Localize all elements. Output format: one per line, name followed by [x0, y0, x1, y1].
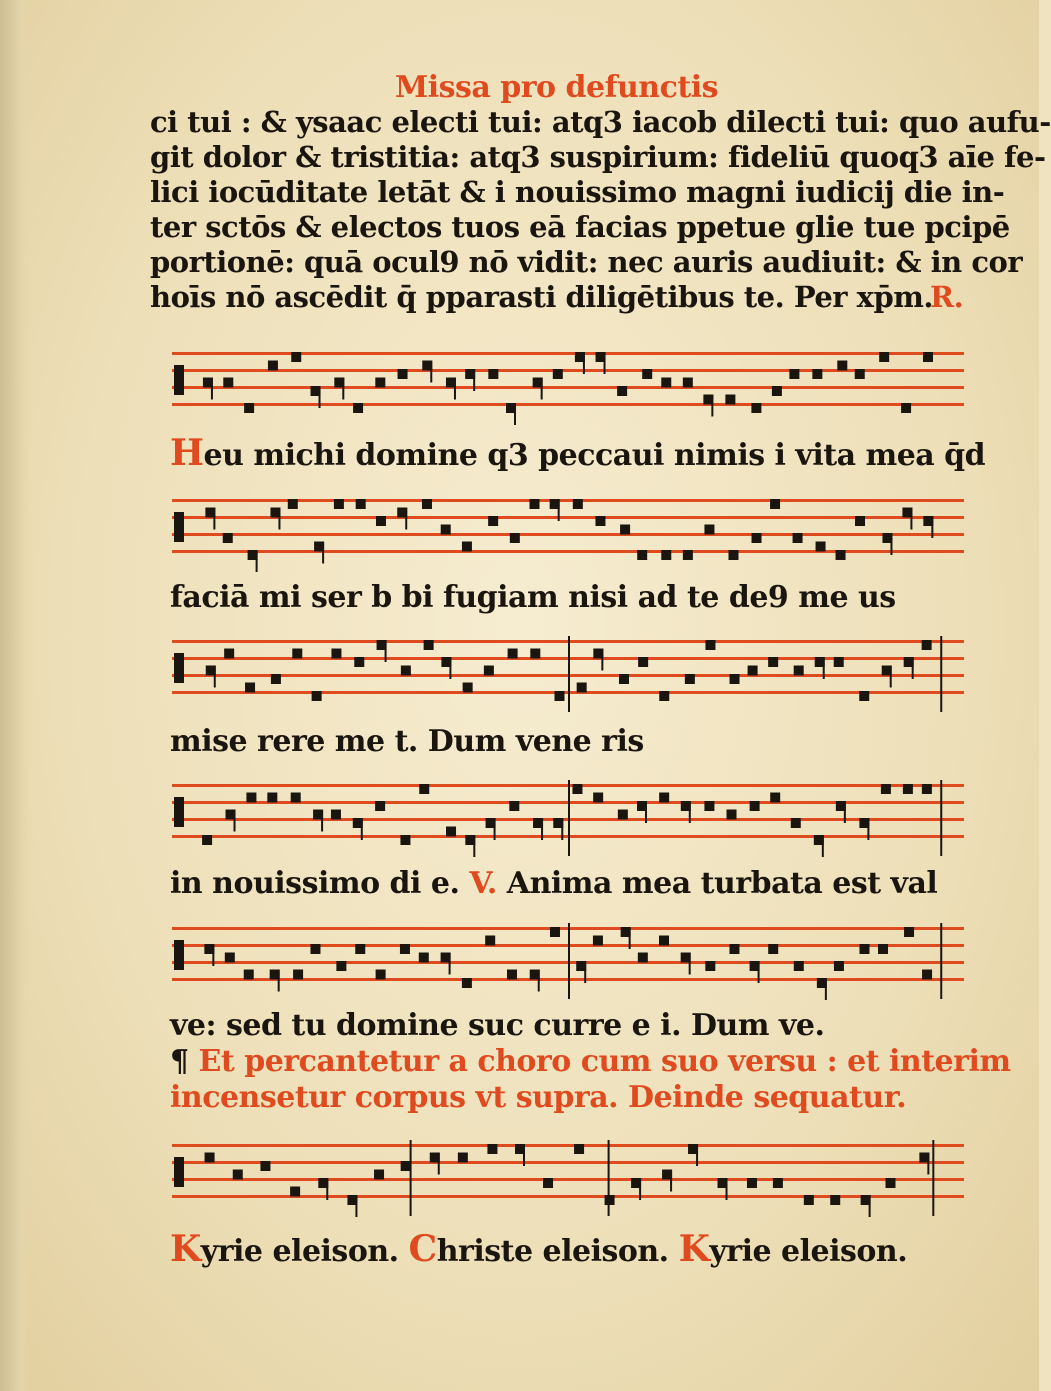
neume-stem: [234, 810, 236, 832]
neume-note: [530, 499, 540, 509]
neume-note: [727, 810, 737, 820]
staff-line: [172, 516, 964, 519]
lyric-line: [170, 432, 986, 474]
neume-note: [878, 944, 888, 954]
neume-stem: [689, 953, 691, 975]
bar-line: [568, 636, 570, 712]
neume-note: [816, 542, 826, 552]
neume-note: [618, 810, 628, 820]
neume-note: [376, 516, 386, 526]
clef-mark: [174, 365, 184, 395]
neume-stem: [601, 649, 603, 671]
neume-note: [419, 784, 429, 794]
neume-note: [508, 649, 518, 659]
neume-note: [705, 961, 715, 971]
prayer-line: ter sctōs & electos tuos eā facias ppetue glie tue pcipē: [150, 210, 1010, 244]
neume-note: [728, 550, 738, 560]
neume-note: [804, 1195, 814, 1205]
neume-note: [509, 801, 519, 811]
neume-note: [530, 649, 540, 659]
neume-note: [593, 793, 603, 803]
kyrie-text: yrie eleison.: [709, 1234, 908, 1269]
neume-stem: [538, 970, 540, 992]
neume-note: [638, 953, 648, 963]
kyrie-text: hriste eleison.: [436, 1234, 669, 1269]
neume-note: [922, 970, 932, 980]
neume-note: [400, 944, 410, 954]
neume-note: [859, 944, 869, 954]
prayer-line: hoīs nō ascēdit q̄ pparasti diligētibus te. Per xp̄m.: [150, 280, 934, 314]
bar-line: [568, 923, 570, 999]
neume-note: [923, 352, 933, 362]
neume-stem: [449, 953, 451, 975]
verse-text: Anima mea turbata est val: [506, 866, 938, 901]
neume-note: [685, 674, 695, 684]
initial-letter: K: [170, 1228, 201, 1270]
neume-stem: [584, 961, 586, 983]
neume-note: [355, 944, 365, 954]
staff-line: [172, 533, 964, 536]
neume-note: [772, 386, 782, 396]
neume-note: [353, 403, 363, 413]
neume-note: [543, 1178, 553, 1188]
neume-note: [290, 1187, 300, 1197]
neume-note: [225, 953, 235, 963]
response-mark: R.: [930, 280, 964, 314]
initial-letter: H: [170, 432, 204, 474]
music-staff: [172, 495, 964, 575]
neume-note: [704, 801, 714, 811]
lyric-line: [170, 724, 970, 759]
music-staff: [172, 923, 964, 1003]
running-title: Missa pro defunctis: [395, 70, 719, 105]
neume-stem: [890, 533, 892, 555]
neume-note: [791, 818, 801, 828]
neume-stem: [639, 1178, 641, 1200]
neume-note: [291, 793, 301, 803]
neume-note: [245, 683, 255, 693]
neume-note: [288, 499, 298, 509]
neume-note: [794, 666, 804, 676]
staff-line: [172, 403, 964, 406]
neume-note: [859, 691, 869, 701]
neume-note: [573, 499, 583, 509]
neume-note: [400, 835, 410, 845]
neume-note: [205, 1153, 215, 1163]
neume-note: [401, 1161, 411, 1171]
neume-stem: [342, 378, 344, 400]
neume-note: [488, 369, 498, 379]
staff-line: [172, 352, 964, 355]
neume-stem: [278, 508, 280, 530]
neume-note: [922, 640, 932, 650]
neume-stem: [711, 395, 713, 417]
neume-stem: [321, 810, 323, 832]
neume-stem: [726, 1178, 728, 1200]
neume-note: [293, 970, 303, 980]
neume-stem: [696, 1144, 698, 1166]
neume-stem: [604, 352, 606, 374]
neume-note: [202, 835, 212, 845]
neume-stem: [931, 516, 933, 538]
clef-mark: [174, 512, 184, 542]
neume-stem: [822, 835, 824, 857]
neume-note: [789, 369, 799, 379]
neume-note: [730, 674, 740, 684]
neume-stem: [825, 978, 827, 1000]
neume-note: [901, 403, 911, 413]
neume-note: [572, 784, 582, 794]
neume-note: [661, 550, 671, 560]
neume-note: [683, 378, 693, 388]
neume-note: [661, 378, 671, 388]
neume-note: [752, 533, 762, 543]
neume-note: [593, 936, 603, 946]
neume-note: [550, 927, 560, 937]
neume-stem: [869, 1195, 871, 1217]
clef-mark: [174, 653, 184, 683]
neume-note: [751, 403, 761, 413]
neume-note: [637, 550, 647, 560]
staff-line: [172, 1178, 964, 1181]
neume-note: [463, 683, 473, 693]
neume-note: [793, 533, 803, 543]
neume-note: [725, 395, 735, 405]
page-gutter: [0, 0, 30, 1391]
neume-stem: [449, 657, 451, 679]
neume-note: [642, 369, 652, 379]
neume-stem: [454, 378, 456, 400]
neume-note: [659, 936, 669, 946]
neume-note: [855, 369, 865, 379]
neume-stem: [583, 352, 585, 374]
neume-stem: [212, 944, 214, 966]
neume-stem: [523, 1144, 525, 1166]
music-staff: [172, 1140, 964, 1220]
neume-note: [260, 1161, 270, 1171]
neume-stem: [758, 961, 760, 983]
neume-note: [292, 649, 302, 659]
prayer-line: portionē: quā ocul9 nō vidit: nec auris audiuit: & in cor: [150, 245, 1023, 279]
kyrie-text: yrie eleison.: [200, 1234, 399, 1269]
neume-note: [768, 657, 778, 667]
neume-note: [773, 1178, 783, 1188]
neume-stem: [867, 818, 869, 840]
neume-note: [617, 386, 627, 396]
bar-line: [608, 1140, 610, 1216]
neume-stem: [910, 508, 912, 530]
neume-note: [224, 649, 234, 659]
neume-stem: [361, 818, 363, 840]
neume-note: [748, 666, 758, 676]
music-staff: [172, 348, 964, 428]
neume-note: [446, 827, 456, 837]
neume-stem: [405, 508, 407, 530]
rubric-text: incensetur corpus vt supra. Deinde sequatur.: [170, 1080, 907, 1115]
lyric-text: mise rere me t. Dum vene ris: [170, 724, 644, 759]
neume-note: [553, 369, 563, 379]
lyric-text: eu michi domine q3 peccaui nimis i vita mea q̄d: [203, 438, 986, 473]
neume-note: [462, 978, 472, 988]
neume-note: [267, 793, 277, 803]
neume-stem: [430, 361, 432, 383]
neume-note: [638, 657, 648, 667]
neume-note: [747, 1178, 757, 1188]
neume-note: [244, 403, 254, 413]
neume-note: [705, 640, 715, 650]
neume-note: [419, 953, 429, 963]
lyric-text: faciā mi ser b bi fugiam nisi ad te de9 me us: [170, 580, 896, 615]
neume-note: [595, 516, 605, 526]
clef-mark: [174, 1157, 184, 1187]
neume-note: [291, 352, 301, 362]
neume-stem: [473, 369, 475, 391]
neume-note: [729, 944, 739, 954]
neume-note: [485, 936, 495, 946]
neume-note: [510, 533, 520, 543]
neume-note: [354, 657, 364, 667]
bar-line: [932, 1140, 934, 1216]
neume-note: [223, 378, 233, 388]
neume-note: [554, 691, 564, 701]
lyric-text: in nouissimo di e.: [170, 866, 460, 901]
kyrie-line: [170, 1228, 970, 1270]
neume-stem: [473, 835, 475, 857]
clef-mark: [174, 797, 184, 827]
neume-note: [836, 550, 846, 560]
rubric-text: Et percantetur a choro cum suo versu : et interim: [198, 1044, 1011, 1079]
neume-stem: [541, 378, 543, 400]
neume-stem: [670, 1170, 672, 1192]
neume-note: [683, 550, 693, 560]
verse-mark: V.: [469, 866, 497, 901]
neume-stem: [927, 1153, 929, 1175]
neume-stem: [541, 818, 543, 840]
neume-note: [922, 784, 932, 794]
bar-line: [940, 923, 942, 999]
neume-note: [375, 801, 385, 811]
neume-note: [855, 516, 865, 526]
neume-note: [462, 542, 472, 552]
neume-note: [488, 516, 498, 526]
neume-note: [268, 361, 278, 371]
neume-stem: [844, 801, 846, 823]
neume-note: [904, 927, 914, 937]
neume-note: [441, 525, 451, 535]
neume-note: [830, 1195, 840, 1205]
neume-note: [574, 1144, 584, 1154]
lyric-line: [170, 580, 970, 615]
neume-stem: [629, 927, 631, 949]
neume-note: [376, 970, 386, 980]
neume-note: [620, 525, 630, 535]
neume-note: [356, 499, 366, 509]
lyric-text: ve: sed tu domine suc curre e i. Dum ve.: [170, 1008, 825, 1043]
music-staff: [172, 636, 964, 716]
neume-stem: [322, 542, 324, 564]
neume-note: [812, 369, 822, 379]
neume-stem: [326, 1178, 328, 1200]
neume-stem: [211, 378, 213, 400]
neume-stem: [214, 666, 216, 688]
neume-note: [484, 666, 494, 676]
neume-note: [619, 674, 629, 684]
neume-note: [375, 378, 385, 388]
bar-line: [568, 780, 570, 856]
staff-line: [172, 1144, 964, 1147]
lyric-line: [170, 1008, 970, 1043]
neume-note: [659, 691, 669, 701]
initial-letter: C: [408, 1228, 437, 1270]
neume-note: [879, 352, 889, 362]
prayer-line: lici iocūditate letāt & i nouissimo magni iudicij die in-: [150, 175, 1005, 209]
neume-note: [401, 666, 411, 676]
neume-note: [271, 674, 281, 684]
neume-note: [885, 1178, 895, 1188]
staff-line: [172, 386, 964, 389]
neume-note: [837, 361, 847, 371]
pilcrow: ¶: [170, 1044, 189, 1079]
bar-line: [940, 780, 942, 856]
neume-note: [834, 657, 844, 667]
neume-stem: [278, 970, 280, 992]
neume-stem: [213, 508, 215, 530]
neume-note: [768, 944, 778, 954]
neume-stem: [890, 666, 892, 688]
neume-note: [834, 961, 844, 971]
neume-note: [374, 1170, 384, 1180]
neume-note: [334, 499, 344, 509]
neume-stem: [355, 1195, 357, 1217]
rubric-line: [170, 1044, 1011, 1079]
neume-note: [458, 1153, 468, 1163]
neume-stem: [645, 801, 647, 823]
neume-note: [704, 525, 714, 535]
neume-note: [246, 793, 256, 803]
music-staff: [172, 780, 964, 860]
neume-note: [487, 1144, 497, 1154]
neume-stem: [438, 1153, 440, 1175]
rubric-line: [170, 1080, 970, 1115]
neume-note: [770, 793, 780, 803]
neume-note: [336, 961, 346, 971]
neume-note: [233, 1170, 243, 1180]
neume-stem: [561, 818, 563, 840]
staff-line: [172, 1161, 964, 1164]
neume-note: [659, 793, 669, 803]
neume-note: [331, 649, 341, 659]
neume-stem: [514, 403, 516, 425]
initial-letter: K: [678, 1228, 710, 1270]
neume-note: [310, 944, 320, 954]
prayer-line: ci tui : & ysaac electi tui: atq3 iacob dilecti tui: quo aufu-: [150, 105, 1051, 139]
neume-note: [577, 683, 587, 693]
neume-note: [244, 970, 254, 980]
lyric-line: [170, 866, 970, 901]
neume-stem: [558, 499, 560, 521]
neume-note: [903, 784, 913, 794]
neume-stem: [256, 550, 258, 572]
neume-note: [312, 691, 322, 701]
neume-stem: [823, 657, 825, 679]
neume-note: [223, 533, 233, 543]
neume-note: [794, 961, 804, 971]
neume-note: [422, 499, 432, 509]
bar-line: [940, 636, 942, 712]
neume-stem: [912, 657, 914, 679]
clef-mark: [174, 940, 184, 970]
bar-line: [410, 1140, 412, 1216]
neume-note: [331, 810, 341, 820]
prayer-line: git dolor & tristitia: atq3 suspirium: fideliū quoq3 aīe fe-: [150, 140, 1046, 174]
neume-stem: [319, 386, 321, 408]
neume-stem: [494, 818, 496, 840]
neume-note: [881, 784, 891, 794]
neume-note: [770, 499, 780, 509]
neume-note: [750, 801, 760, 811]
neume-note: [507, 970, 517, 980]
neume-stem: [385, 640, 387, 662]
neume-note: [398, 369, 408, 379]
neume-note: [424, 640, 434, 650]
neume-stem: [689, 801, 691, 823]
